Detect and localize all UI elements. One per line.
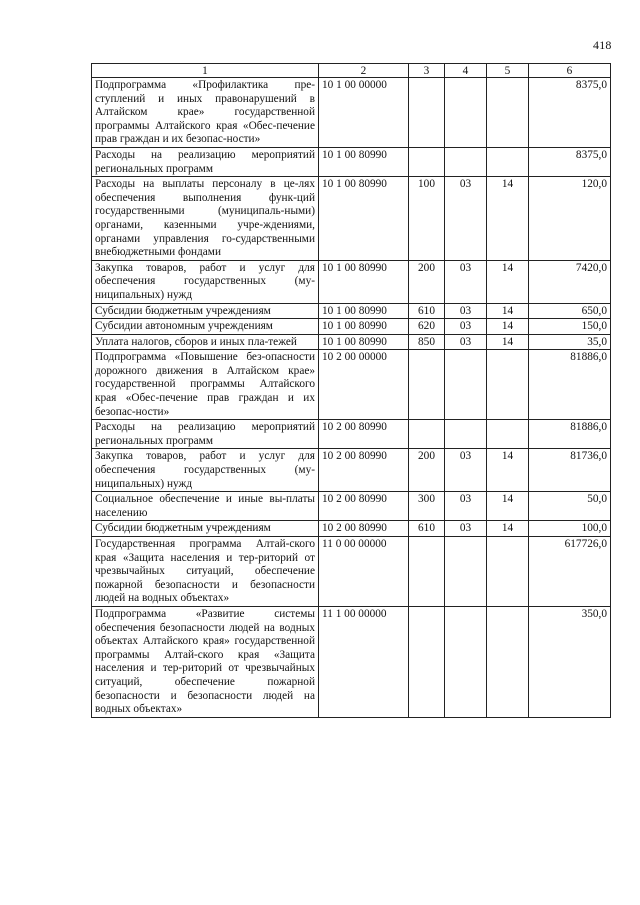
table-row bbox=[92, 521, 611, 537]
row-vr: 610 bbox=[409, 521, 445, 537]
table-row bbox=[92, 78, 611, 148]
row-vr bbox=[409, 606, 445, 717]
row-vr bbox=[409, 147, 445, 176]
row-pr bbox=[487, 350, 529, 420]
row-vr bbox=[409, 78, 445, 148]
table-row bbox=[92, 177, 611, 261]
row-vr: 620 bbox=[409, 319, 445, 335]
row-pr bbox=[487, 537, 529, 607]
row-pr bbox=[487, 78, 529, 148]
row-rz: 03 bbox=[445, 334, 487, 350]
row-rz: 03 bbox=[445, 449, 487, 492]
row-name: Подпрограмма «Профилактика пре-ступлений и иных правонарушений в Алтайском крае» государственной программы Алтайского края «Обес-печение прав граждан и их безопас-ности» bbox=[92, 78, 319, 148]
row-name: Уплата налогов, сборов и иных пла-тежей bbox=[92, 334, 319, 350]
row-sum: 100,0 bbox=[529, 521, 611, 537]
row-pr: 14 bbox=[487, 177, 529, 261]
row-pr: 14 bbox=[487, 303, 529, 319]
row-vr: 200 bbox=[409, 260, 445, 303]
column-header: 5 bbox=[487, 64, 529, 78]
column-header: 6 bbox=[529, 64, 611, 78]
row-code: 10 1 00 80990 bbox=[319, 319, 409, 335]
column-header: 3 bbox=[409, 64, 445, 78]
row-pr: 14 bbox=[487, 449, 529, 492]
row-vr: 610 bbox=[409, 303, 445, 319]
table-row bbox=[92, 449, 611, 492]
row-code: 10 1 00 80990 bbox=[319, 334, 409, 350]
row-sum: 35,0 bbox=[529, 334, 611, 350]
row-name: Расходы на реализацию мероприятий региональных программ bbox=[92, 147, 319, 176]
row-sum: 350,0 bbox=[529, 606, 611, 717]
row-sum: 81736,0 bbox=[529, 449, 611, 492]
row-vr bbox=[409, 350, 445, 420]
row-name: Подпрограмма «Повышение без-опасности дорожного движения в Алтайском крае» государственной программы Алтайского края «Обес-печение прав граждан и их безопас-ности» bbox=[92, 350, 319, 420]
row-vr: 100 bbox=[409, 177, 445, 261]
row-rz: 03 bbox=[445, 303, 487, 319]
table-row bbox=[92, 334, 611, 350]
row-code: 10 2 00 80990 bbox=[319, 492, 409, 521]
row-rz bbox=[445, 606, 487, 717]
row-sum: 81886,0 bbox=[529, 350, 611, 420]
column-header: 1 bbox=[92, 64, 319, 78]
row-pr bbox=[487, 147, 529, 176]
row-code: 11 0 00 00000 bbox=[319, 537, 409, 607]
budget-table bbox=[91, 63, 611, 718]
row-name: Расходы на реализацию мероприятий региональных программ bbox=[92, 420, 319, 449]
row-sum: 81886,0 bbox=[529, 420, 611, 449]
row-name: Государственная программа Алтай-ского края «Защита населения и тер-риторий от чрезвычайных ситуаций, обеспечение пожарной безопасности и безопасности людей на водных объектах» bbox=[92, 537, 319, 607]
row-name: Закупка товаров, работ и услуг для обеспечения государственных (му-ниципальных) нужд bbox=[92, 260, 319, 303]
row-code: 10 2 00 80990 bbox=[319, 449, 409, 492]
table-row bbox=[92, 319, 611, 335]
row-pr: 14 bbox=[487, 492, 529, 521]
row-rz bbox=[445, 350, 487, 420]
row-vr bbox=[409, 420, 445, 449]
row-sum: 617726,0 bbox=[529, 537, 611, 607]
row-vr: 300 bbox=[409, 492, 445, 521]
row-sum: 8375,0 bbox=[529, 78, 611, 148]
row-name: Субсидии автономным учреждениям bbox=[92, 319, 319, 335]
row-rz bbox=[445, 537, 487, 607]
row-name: Социальное обеспечение и иные вы-платы населению bbox=[92, 492, 319, 521]
row-pr bbox=[487, 606, 529, 717]
table-row bbox=[92, 147, 611, 176]
row-pr: 14 bbox=[487, 260, 529, 303]
row-rz: 03 bbox=[445, 319, 487, 335]
row-name: Расходы на выплаты персоналу в це-лях обеспечения выполнения функ-ций государственными (муниципаль-ными) органами, казенными учре-ждениями, органами управления го-сударственными внебюджетными фондами bbox=[92, 177, 319, 261]
row-pr: 14 bbox=[487, 334, 529, 350]
row-rz: 03 bbox=[445, 177, 487, 261]
row-rz bbox=[445, 420, 487, 449]
row-vr: 200 bbox=[409, 449, 445, 492]
row-pr: 14 bbox=[487, 319, 529, 335]
row-name: Закупка товаров, работ и услуг для обеспечения государственных (му-ниципальных) нужд bbox=[92, 449, 319, 492]
column-header: 4 bbox=[445, 64, 487, 78]
row-code: 10 1 00 80990 bbox=[319, 260, 409, 303]
page-number: 418 bbox=[593, 38, 612, 52]
table-row bbox=[92, 350, 611, 420]
table-row bbox=[92, 606, 611, 717]
column-header: 2 bbox=[319, 64, 409, 78]
row-code: 10 2 00 80990 bbox=[319, 420, 409, 449]
row-sum: 120,0 bbox=[529, 177, 611, 261]
row-sum: 50,0 bbox=[529, 492, 611, 521]
table-row bbox=[92, 420, 611, 449]
row-rz: 03 bbox=[445, 492, 487, 521]
row-pr bbox=[487, 420, 529, 449]
row-name: Субсидии бюджетным учреждениям bbox=[92, 303, 319, 319]
row-code: 10 1 00 00000 bbox=[319, 78, 409, 148]
row-code: 10 2 00 80990 bbox=[319, 521, 409, 537]
row-rz: 03 bbox=[445, 521, 487, 537]
row-code: 10 2 00 00000 bbox=[319, 350, 409, 420]
row-vr: 850 bbox=[409, 334, 445, 350]
row-sum: 8375,0 bbox=[529, 147, 611, 176]
row-sum: 7420,0 bbox=[529, 260, 611, 303]
table-row bbox=[92, 537, 611, 607]
row-rz bbox=[445, 147, 487, 176]
row-name: Подпрограмма «Развитие системы обеспечения безопасности людей на водных объектах Алтайского края» государственной программы Алтай-ского края «Защита населения и тер-риторий от чрезвычайных ситуаций, обеспечение пожарной безопасности и безопасности людей на водных объектах» bbox=[92, 606, 319, 717]
row-pr: 14 bbox=[487, 521, 529, 537]
row-code: 10 1 00 80990 bbox=[319, 147, 409, 176]
row-code: 10 1 00 80990 bbox=[319, 303, 409, 319]
row-code: 10 1 00 80990 bbox=[319, 177, 409, 261]
table-row bbox=[92, 492, 611, 521]
row-sum: 650,0 bbox=[529, 303, 611, 319]
row-rz bbox=[445, 78, 487, 148]
row-name: Субсидии бюджетным учреждениям bbox=[92, 521, 319, 537]
table-row bbox=[92, 303, 611, 319]
row-vr bbox=[409, 537, 445, 607]
row-rz: 03 bbox=[445, 260, 487, 303]
table-row bbox=[92, 260, 611, 303]
row-sum: 150,0 bbox=[529, 319, 611, 335]
row-code: 11 1 00 00000 bbox=[319, 606, 409, 717]
table-header-row bbox=[92, 64, 611, 78]
